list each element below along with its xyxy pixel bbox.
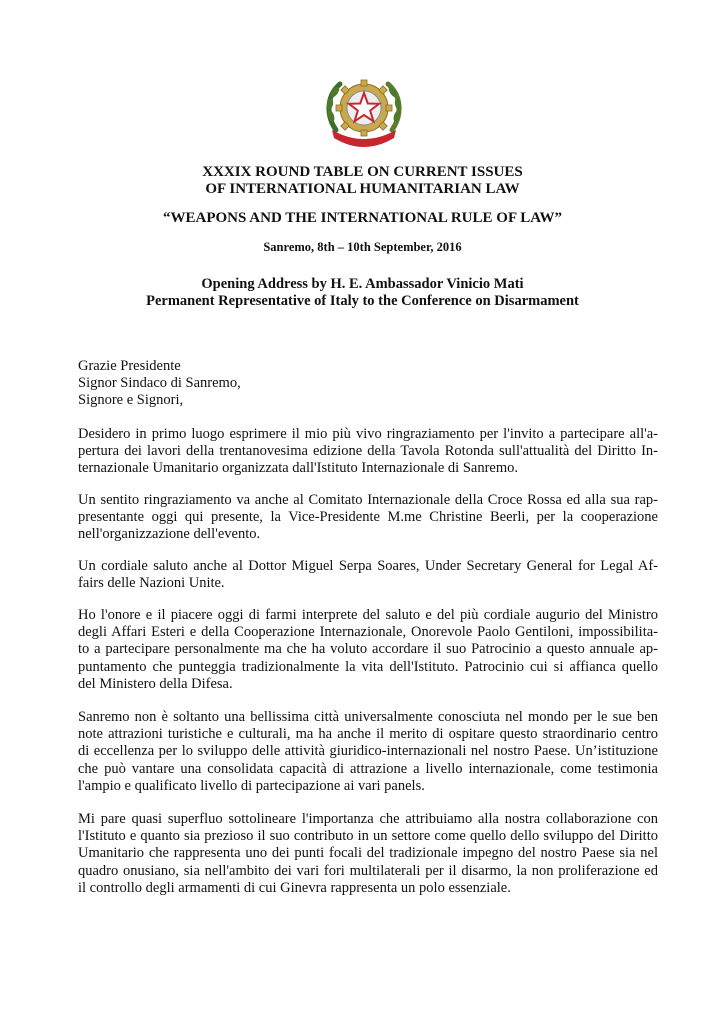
greeting-line: Grazie Presidente bbox=[78, 358, 181, 374]
paragraph-line: ternazionale Umanitario organizzata dall'Istituto Internazionale di Sanremo. bbox=[78, 460, 518, 477]
paragraph-line: Umanitario che rappresenta uno dei punti focali del tradizionale impegno del nostro Paese sia nel bbox=[78, 845, 658, 862]
paragraph-line: l'Istituto e quanto sia prezioso il suo contributo in un settore come quello dello sviluppo del Diritto bbox=[78, 828, 658, 845]
paragraph-line: l'ampio e qualificato livello di partecipazione ai vari panels. bbox=[78, 777, 425, 794]
paragraph-line: puntamento che punteggia tradizionalmente la vita dell'Istituto. Patrocinio cui si affianca quello bbox=[78, 658, 658, 675]
address-line-2: Permanent Representative of Italy to the Conference on Disarmament bbox=[146, 293, 579, 309]
paragraph-line: che può vantare una consolidata capacità di attrazione a livello internazionale, come testimonia bbox=[78, 760, 658, 777]
paragraph-line: Sanremo non è soltanto una bellissima città universalmente conosciuta nel mondo per le sue ben bbox=[78, 709, 658, 725]
paragraph-line: Un sentito ringraziamento va anche al Comitato Internazionale della Croce Rossa ed alla sua rap- bbox=[78, 492, 658, 508]
greeting-line: Signore e Signori, bbox=[78, 392, 184, 409]
address-line-1: Opening Address by H. E. Ambassador Vinicio Mati bbox=[201, 276, 524, 292]
paragraph-4 bbox=[78, 607, 658, 693]
conference-date: Sanremo, 8th – 10th September, 2016 bbox=[263, 240, 462, 254]
paragraph-line: di eccellenza per lo sviluppo delle attività giuridico-internazionali nel nostro Paese. Un’istituzione bbox=[78, 743, 658, 760]
conference-title bbox=[0, 164, 725, 198]
greeting-block bbox=[78, 358, 658, 410]
paragraph-line: del Ministero della Difesa. bbox=[78, 675, 233, 692]
paragraph-line: fairs delle Nazioni Unite. bbox=[78, 575, 225, 592]
paragraph-line: degli Affari Esteri e della Cooperazione Internazionale, Onorevole Paolo Gentiloni, impossibilita- bbox=[78, 624, 658, 641]
paragraph-line: note attrazioni turistiche e culturali, ma ha anche il merito di ospitare questo straordinario centro bbox=[78, 726, 658, 743]
title-line-1: XXXIX ROUND TABLE ON CURRENT ISSUES bbox=[202, 164, 523, 180]
conference-subtitle: “WEAPONS AND THE INTERNATIONAL RULE OF LAW” bbox=[163, 210, 562, 226]
paragraph-6 bbox=[78, 811, 658, 897]
paragraph-line: to a partecipare personalmente ma che ha voluto accordare il suo Patrocinio a questo annuale ap- bbox=[78, 641, 658, 658]
title-line-2: OF INTERNATIONAL HUMANITARIAN LAW bbox=[205, 181, 520, 197]
italian-republic-emblem-icon bbox=[322, 72, 406, 148]
paragraph-line: pertura dei lavori della trentanovesima edizione della Tavola Rotonda sull'attualità del Diritto In- bbox=[78, 443, 658, 460]
paragraph-line: Mi pare quasi superfluo sottolineare l'importanza che attribuiamo alla nostra collaborazione con bbox=[78, 811, 658, 827]
greeting-line: Signor Sindaco di Sanremo, bbox=[78, 375, 241, 392]
paragraph-line: Un cordiale saluto anche al Dottor Miguel Serpa Soares, Under Secretary General for Legal Af- bbox=[78, 558, 658, 574]
paragraph-line: quadro onusiano, sia nell'ambito dei vari fori multilaterali per il disarmo, la non proliferazione ed bbox=[78, 862, 658, 879]
paragraph-5 bbox=[78, 709, 658, 795]
paragraph-2 bbox=[78, 492, 658, 544]
paragraph-line: il controllo degli armamenti di cui Ginevra rappresenta un polo essenziale. bbox=[78, 879, 511, 896]
paragraph-line: Ho l'onore e il piacere oggi di farmi interprete del saluto e del più cordiale augurio del Ministro bbox=[78, 607, 658, 623]
paragraph-1 bbox=[78, 426, 658, 478]
paragraph-line: nell'organizzazione dell'evento. bbox=[78, 526, 261, 543]
paragraph-line: presentante oggi qui presente, la Vice-Presidente M.me Christine Beerli, per la cooperazione bbox=[78, 509, 658, 526]
paragraph-3 bbox=[78, 558, 658, 592]
address-heading bbox=[0, 276, 725, 310]
paragraph-line: Desidero in primo luogo esprimere il mio più vivo ringraziamento per l'invito a partecipare all'a- bbox=[78, 426, 658, 442]
